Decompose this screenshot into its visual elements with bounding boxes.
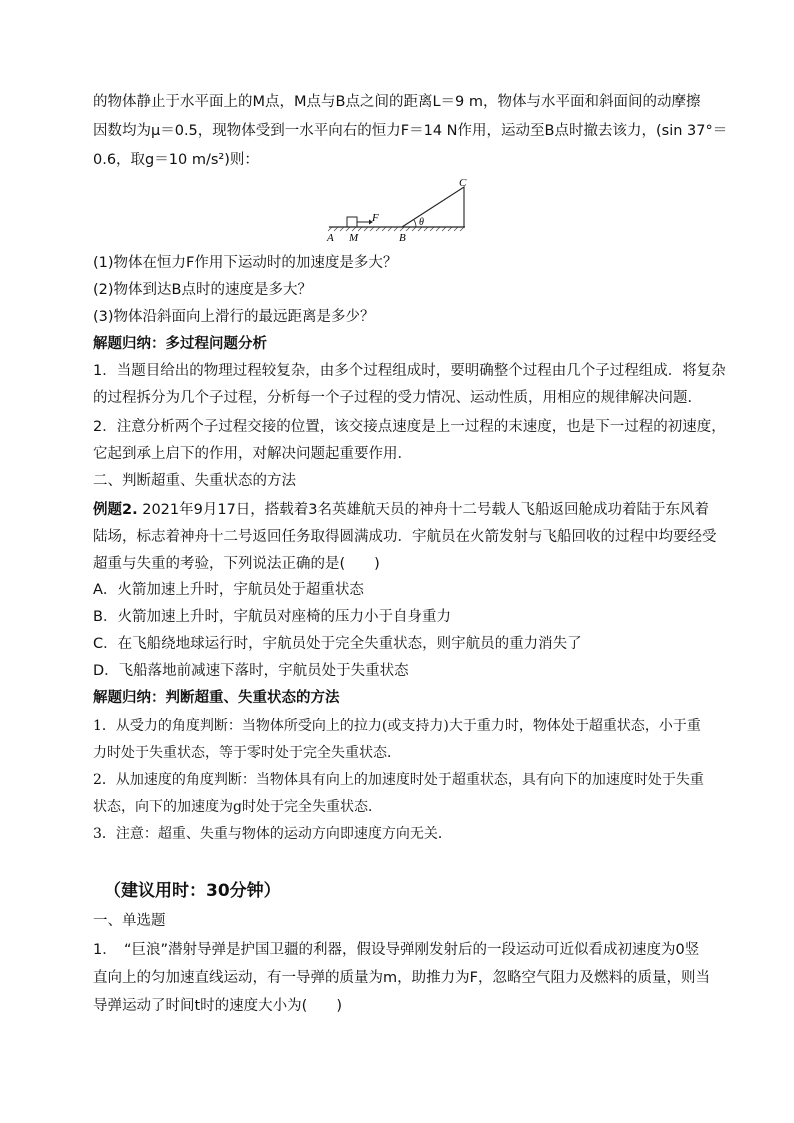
example2-line1 [93,500,709,520]
example2-line3: 超重与失重的考验，下列说法正确的是( ) [93,556,380,572]
summary1-p2-line2: 它起到承上启下的作用，对解决问题起重要作用． [93,446,412,462]
summary1-title: 解题归纳：多过程问题分析 [93,336,267,352]
summary2-p2-line2: 状态，向下的加速度为g时处于完全失重状态． [93,799,382,815]
label-M: M [349,232,359,244]
summary1-p1-line2: 的过程拆分为几个子过程，分析每一个子过程的受力情况、运动性质，用相应的规律解决问题． [93,390,702,406]
example2-option-d: D．飞船落地前减速下落时，宇航员处于失重状态 [93,663,409,679]
practice-q1-line3: 导弹运动了时间t时的速度大小为( ) [93,998,342,1014]
example2-text-1: 2021年9月17日，搭载着3名英雄航天员的神舟十二号载人飞船返回舱成功着陆于东风着 [137,502,710,518]
incline-diagram [320,176,470,246]
problem-line-1: 的物体静止于水平面上的M点，M点与B点之间的距离L＝9 m，物体与水平面和斜面间的动摩擦 [93,94,701,110]
label-A: A [327,232,334,244]
summary2-p3: 3．注意：超重、失重与物体的运动方向即速度方向无关． [93,826,452,842]
example2-line2: 陆场，标志着神舟十二号返回任务取得圆满成功．宇航员在火箭发射与飞船回收的过程中均要经受 [93,529,717,545]
problem-line-3: 0.6，取g＝10 m/s²)则： [93,152,259,168]
example2-label: 例题2. [93,502,138,518]
example2-option-c: C．在飞船绕地球运行时，宇航员处于完全失重状态，则宇航员的重力消失了 [93,636,582,652]
practice-q1-line1: 1． “巨浪”潜射导弹是护国卫疆的利器，假设导弹刚发射后的一段运动可近似看成初速度为0竖 [93,942,700,958]
label-theta: θ [419,217,424,228]
problem-line-2: 因数均为μ＝0.5，现物体受到一水平向右的恒力F＝14 N作用，运动至B点时撤去该力，(sin 37°＝ [93,123,728,139]
summary1-p1-line1: 1．当题目给出的物理过程较复杂，由多个过程组成时，要明确整个过程由几个子过程组成．将复杂 [93,363,726,379]
example2-option-a: A．火箭加速上升时，宇航员处于超重状态 [93,582,364,598]
summary1-p2-line1: 2．注意分析两个子过程交接的位置，该交接点速度是上一过程的末速度，也是下一过程的初速度， [93,419,726,435]
question-3: (3)物体沿斜面向上滑行的最远距离是多少？ [93,309,375,325]
block [347,217,357,227]
practice-q1-line2: 直向上的匀加速直线运动，有一导弹的质量为m，助推力为F，忽略空气阻力及燃料的质量，则当 [93,970,710,986]
ground-hatching [328,227,464,231]
suggested-time-heading: （建议用时：30分钟） [104,881,281,901]
label-C: C [459,177,467,189]
label-B: B [399,232,406,244]
angle-arc [414,220,416,227]
section2-title: 二、判断超重、失重状态的方法 [93,473,296,489]
example2-option-b: B．火箭加速上升时，宇航员对座椅的压力小于自身重力 [93,609,451,625]
summary2-p1-line1: 1．从受力的角度判断：当物体所受向上的拉力(或支持力)大于重力时，物体处于超重状态，小于重 [93,718,701,734]
summary2-p2-line1: 2．从加速度的角度判断：当物体具有向上的加速度时处于超重状态，具有向下的加速度时处于失重 [93,772,704,788]
question-2: (2)物体到达B点时的速度是多大？ [93,282,312,298]
summary2-p1-line2: 力时处于失重状态，等于零时处于完全失重状态． [93,745,401,761]
incline [402,187,464,227]
question-1: (1)物体在恒力F作用下运动时的加速度是多大？ [93,255,398,271]
label-F: F [372,212,379,224]
summary2-title: 解题归纳：判断超重、失重状态的方法 [93,690,340,706]
single-choice-section-title: 一、单选题 [93,913,166,929]
